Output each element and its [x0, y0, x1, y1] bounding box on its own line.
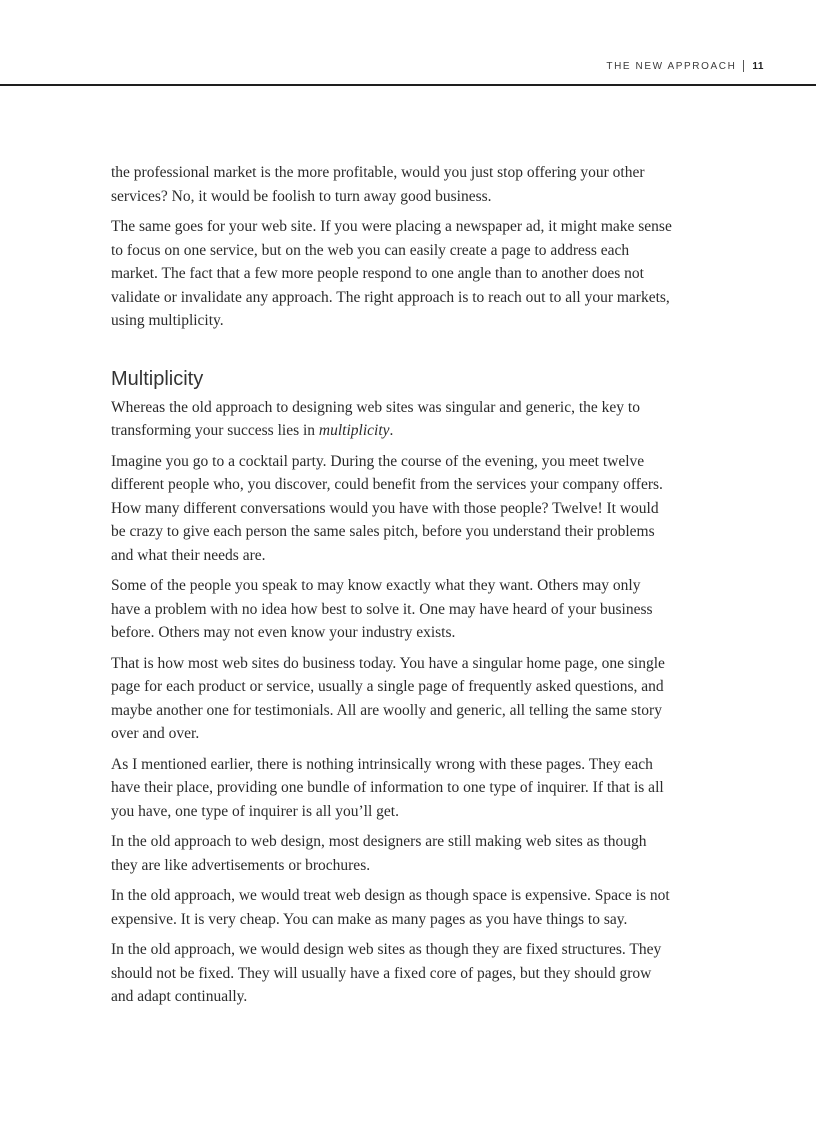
header-separator — [743, 60, 744, 72]
paragraph-3 — [111, 396, 673, 443]
paragraph-3-text: Whereas the old approach to designing web sites was singular and generic, the key to transforming your success lies in — [111, 398, 640, 439]
header-rule — [0, 84, 816, 86]
paragraph-3-end: . — [389, 422, 394, 439]
paragraph-1: the professional market is the more profitable, would you just stop offering your other services? No, it would be foolish to turn away good business. — [111, 164, 645, 205]
paragraph-8: In the old approach to web design, most designers are still making web sites as though they are like advertisements or brochures. — [111, 833, 647, 874]
paragraph-2: The same goes for your web site. If you were placing a newspaper ad, it might make sense to focus on one service, but on the web you can easily create a page to address each market. The fact that a few more people respond to one angle than to another does not validate or invalidate any approach. The right approach is to reach out to all your markets, using multiplicity. — [111, 218, 672, 329]
paragraph-3-emphasis: multiplicity — [318, 422, 390, 439]
paragraph-7: As I mentioned earlier, there is nothing intrinsically wrong with these pages. They each have their place, providing one bundle of information to one type of inquirer. If that is all you have, one type of inquirer is all you’ll get. — [111, 755, 664, 820]
page-number: 11 — [752, 60, 764, 72]
paragraph-10: In the old approach, we would design web sites as though they are fixed structures. They should not be fixed. They will usually have a fixed core of pages, but they should grow and adapt continually. — [111, 941, 662, 1005]
paragraph-9: In the old approach, we would treat web design as though space is expensive. Space is not expensive. It is very cheap. You can make as many pages as you have things to say. — [111, 887, 670, 928]
running-head — [606, 60, 764, 72]
paragraph-6: That is how most web sites do business today. You have a singular home page, one single page for each product or service, usually a single page of frequently asked questions, and maybe another one for testimonials. All are woolly and generic, all telling the same story over and over. — [111, 654, 665, 742]
running-title: THE NEW APPROACH — [606, 60, 737, 72]
section-heading: Multiplicity — [111, 367, 204, 390]
page-content — [111, 161, 673, 1016]
paragraph-4: Imagine you go to a cocktail party. During the course of the evening, you meet twelve different people who, you discover, could benefit from the services your company offers. How many different conversations would you have with those people? Twelve! It would be crazy to give each person the same sales pitch, before you understand their problems and what their needs are. — [111, 452, 663, 564]
paragraph-5: Some of the people you speak to may know exactly what they want. Others may only have a problem with no idea how best to solve it. One may have heard of your business before. Others may not even know your industry exists. — [111, 577, 653, 641]
